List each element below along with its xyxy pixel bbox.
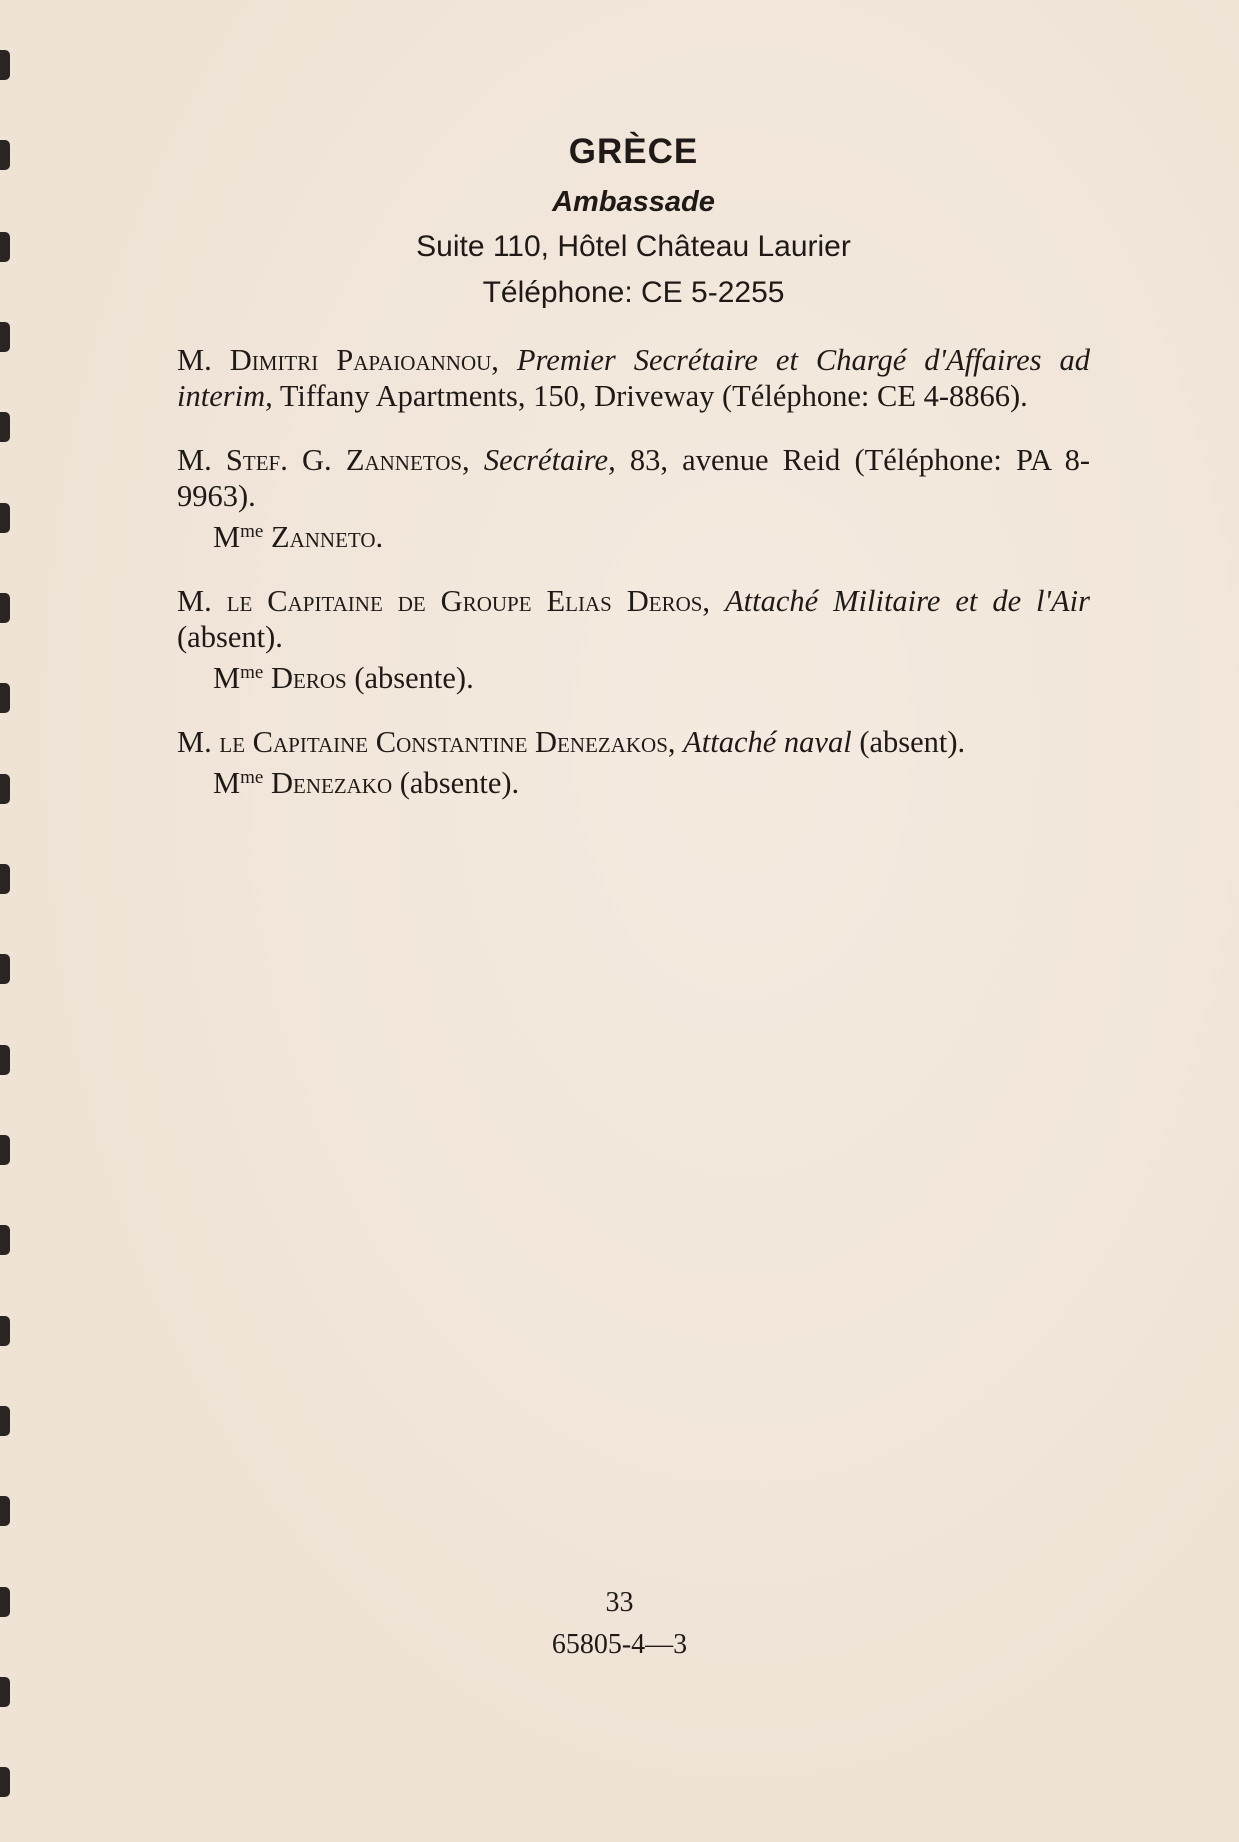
binding-hole bbox=[0, 954, 10, 984]
staff-list bbox=[177, 342, 1090, 801]
entry-name: Dimitri Papaioannou, bbox=[229, 343, 499, 377]
spouse-name: Denezako bbox=[270, 766, 393, 800]
binding-hole bbox=[0, 322, 10, 352]
entry-prefix: M. bbox=[177, 725, 212, 759]
mission-type: Ambassade bbox=[552, 186, 715, 218]
embassy-address: Suite 110, Hôtel Château Laurier bbox=[416, 230, 851, 263]
binding-hole bbox=[0, 503, 10, 533]
spouse-prefix-sup: me bbox=[240, 662, 264, 683]
entry-gap bbox=[177, 696, 1090, 724]
binding-hole bbox=[0, 683, 10, 713]
staff-entry bbox=[177, 583, 1090, 655]
country-heading: GRÈCE bbox=[568, 132, 699, 171]
entry-title: Attaché naval bbox=[683, 725, 852, 759]
binding-hole bbox=[0, 1135, 10, 1165]
entry-details: Tiffany Apartments, 150, Driveway (Téléphone: CE 4-8866). bbox=[279, 379, 1028, 413]
page-content bbox=[177, 130, 1090, 801]
entry-prefix: M. bbox=[177, 443, 212, 477]
entry-details: (absent). bbox=[859, 725, 966, 759]
spouse-entry bbox=[213, 655, 1090, 696]
binding-hole bbox=[0, 1406, 10, 1436]
entry-gap bbox=[177, 555, 1090, 583]
staff-entry bbox=[177, 342, 1090, 414]
binding-hole bbox=[0, 1316, 10, 1346]
entry-gap bbox=[177, 414, 1090, 442]
binding-hole bbox=[0, 1767, 10, 1797]
entry-name: le Capitaine Constantine Denezakos, bbox=[219, 725, 676, 759]
entry-prefix: M. bbox=[177, 343, 212, 377]
spouse-name: Zanneto. bbox=[270, 520, 384, 554]
print-code: 65805-4—3 bbox=[551, 1629, 688, 1660]
entry-prefix: M. bbox=[177, 584, 212, 618]
spouse-prefix: M bbox=[213, 520, 241, 554]
binding-hole bbox=[0, 593, 10, 623]
entry-name: Stef. G. Zannetos, bbox=[225, 443, 470, 477]
spouse-prefix-sup: me bbox=[240, 521, 264, 542]
spouse-entry bbox=[213, 760, 1090, 801]
entry-details: 83, avenue Reid (Téléphone: PA 8-9963). bbox=[177, 443, 1091, 513]
binding-hole bbox=[0, 1677, 10, 1707]
staff-entry bbox=[177, 442, 1090, 514]
spouse-prefix: M bbox=[213, 766, 241, 800]
spouse-details: (absente). bbox=[354, 661, 474, 695]
binding-hole bbox=[0, 140, 10, 170]
entry-details: (absent). bbox=[177, 620, 283, 654]
binding-hole bbox=[0, 1496, 10, 1526]
binding-hole bbox=[0, 1045, 10, 1075]
binding-hole bbox=[0, 864, 10, 894]
entry-name: le Capitaine de Groupe Elias Deros, bbox=[226, 584, 711, 618]
spouse-details: (absente). bbox=[399, 766, 520, 800]
spouse-prefix-sup: me bbox=[240, 767, 264, 788]
spiral-binding bbox=[0, 0, 14, 1842]
entry-title: Premier Secrétaire et Chargé d'Affaires ad interim, bbox=[177, 343, 1091, 413]
staff-entry bbox=[177, 724, 1090, 760]
entry-title: Attaché Militaire et de l'Air bbox=[725, 584, 1091, 618]
binding-hole bbox=[0, 774, 10, 804]
binding-hole bbox=[0, 232, 10, 262]
binding-hole bbox=[0, 1225, 10, 1255]
page-number: 33 bbox=[605, 1587, 634, 1618]
spouse-name: Deros bbox=[270, 661, 347, 695]
binding-hole bbox=[0, 412, 10, 442]
entry-title: Secrétaire, bbox=[483, 443, 616, 477]
spouse-prefix: M bbox=[213, 661, 241, 695]
binding-hole bbox=[0, 50, 10, 80]
spouse-entry bbox=[213, 514, 1090, 555]
embassy-telephone: Téléphone: CE 5-2255 bbox=[482, 276, 785, 309]
